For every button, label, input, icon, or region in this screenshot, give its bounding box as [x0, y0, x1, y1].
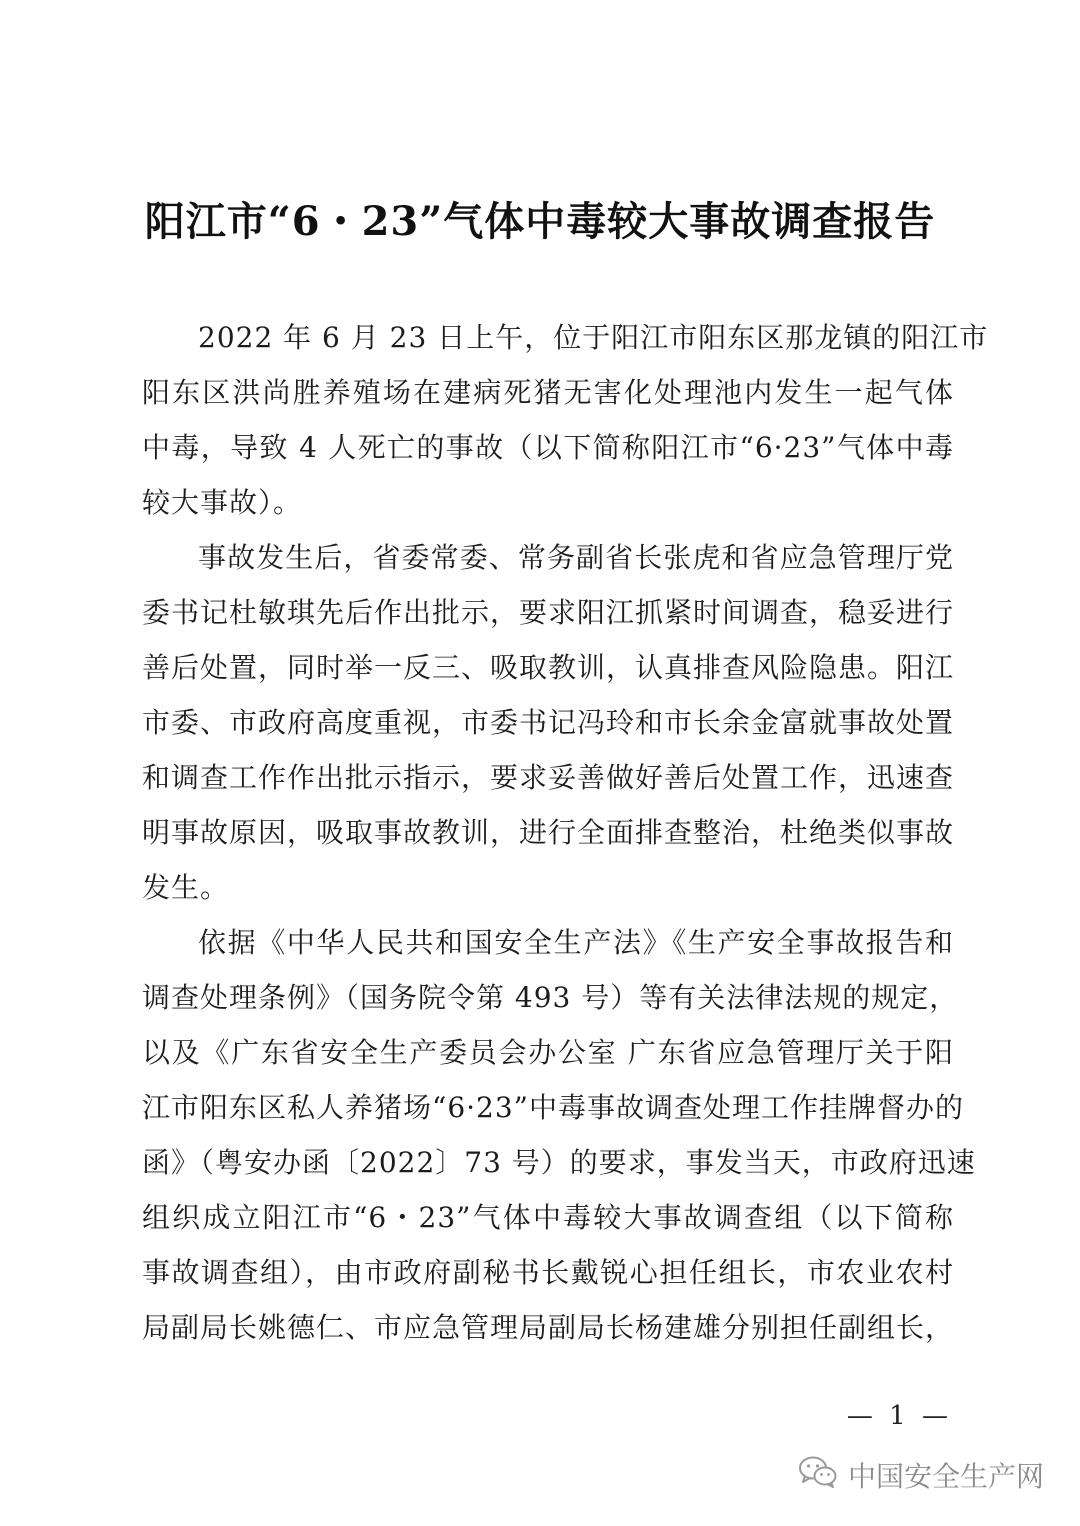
paragraph-2-line-1: 事故发生后，省委常委、常务副省长张虎和省应急管理厅党 — [198, 541, 954, 574]
paragraph-2-line-2: 委书记杜敏琪先后作出批示，要求阳江抓紧时间调查，稳妥进行 — [142, 596, 955, 629]
paragraph-2-line-3: 善后处置，同时举一反三、吸取教训，认真排查风险隐患。阳江 — [142, 651, 955, 684]
paragraph-3-line-5: 函》（粤安办函〔2022〕73 号）的要求，事发当天，市政府迅速 — [142, 1146, 976, 1179]
watermark-text: 中国安全生产网 — [847, 1460, 1044, 1493]
paragraph-1-line-3: 中毒，导致 4 人死亡的事故（以下简称阳江市“6·23”气体中毒 — [142, 431, 954, 464]
paragraph-2-line-7: 发生。 — [142, 871, 230, 904]
paragraph-3-line-8: 局副局长姚德仁、市应急管理局副局长杨建雄分别担任副组长， — [142, 1311, 955, 1344]
paragraph-3-line-6: 组织成立阳江市“6・23”气体中毒较大事故调查组（以下简称 — [142, 1201, 954, 1234]
paragraph-3-line-4: 江市阳东区私人养猪场“6·23”中毒事故调查处理工作挂牌督办的 — [142, 1091, 964, 1124]
paragraph-3-line-7: 事故调查组），由市政府副秘书长戴锐心担任组长，市农业农村 — [142, 1256, 954, 1289]
document-title: 阳江市“6・23”气体中毒较大事故调查报告 — [144, 198, 936, 245]
paragraph-1-line-2: 阳东区洪尚胜养殖场在建病死猪无害化处理池内发生一起气体 — [142, 376, 954, 409]
paragraph-2-line-6: 明事故原因，吸取事故教训，进行全面排查整治，杜绝类似事故 — [142, 816, 955, 849]
page-number: — 1 — — [846, 1401, 952, 1431]
paragraph-1-line-1: 2022 年 6 月 23 日上午，位于阳江市阳东区那龙镇的阳江市 — [198, 321, 989, 354]
paragraph-3-line-1: 依据《中华人民共和国安全生产法》《生产安全事故报告和 — [198, 926, 954, 959]
paragraph-1-line-4: 较大事故）。 — [142, 486, 303, 519]
paragraph-3-line-3: 以及《广东省安全生产委员会办公室 广东省应急管理厅关于阳 — [142, 1036, 954, 1069]
paragraph-2-line-4: 市委、市政府高度重视，市委书记冯玲和市长余金富就事故处置 — [142, 706, 955, 739]
document-body — [142, 310, 989, 1355]
paragraph-3-line-2: 调查处理条例》（国务院令第 493 号）等有关法律法规的规定， — [142, 981, 959, 1014]
watermark — [798, 1450, 1044, 1500]
paragraph-2-line-5: 和调查工作作出批示指示，要求妥善做好善后处置工作，迅速查 — [142, 761, 955, 794]
wechat-icon — [798, 1455, 838, 1496]
